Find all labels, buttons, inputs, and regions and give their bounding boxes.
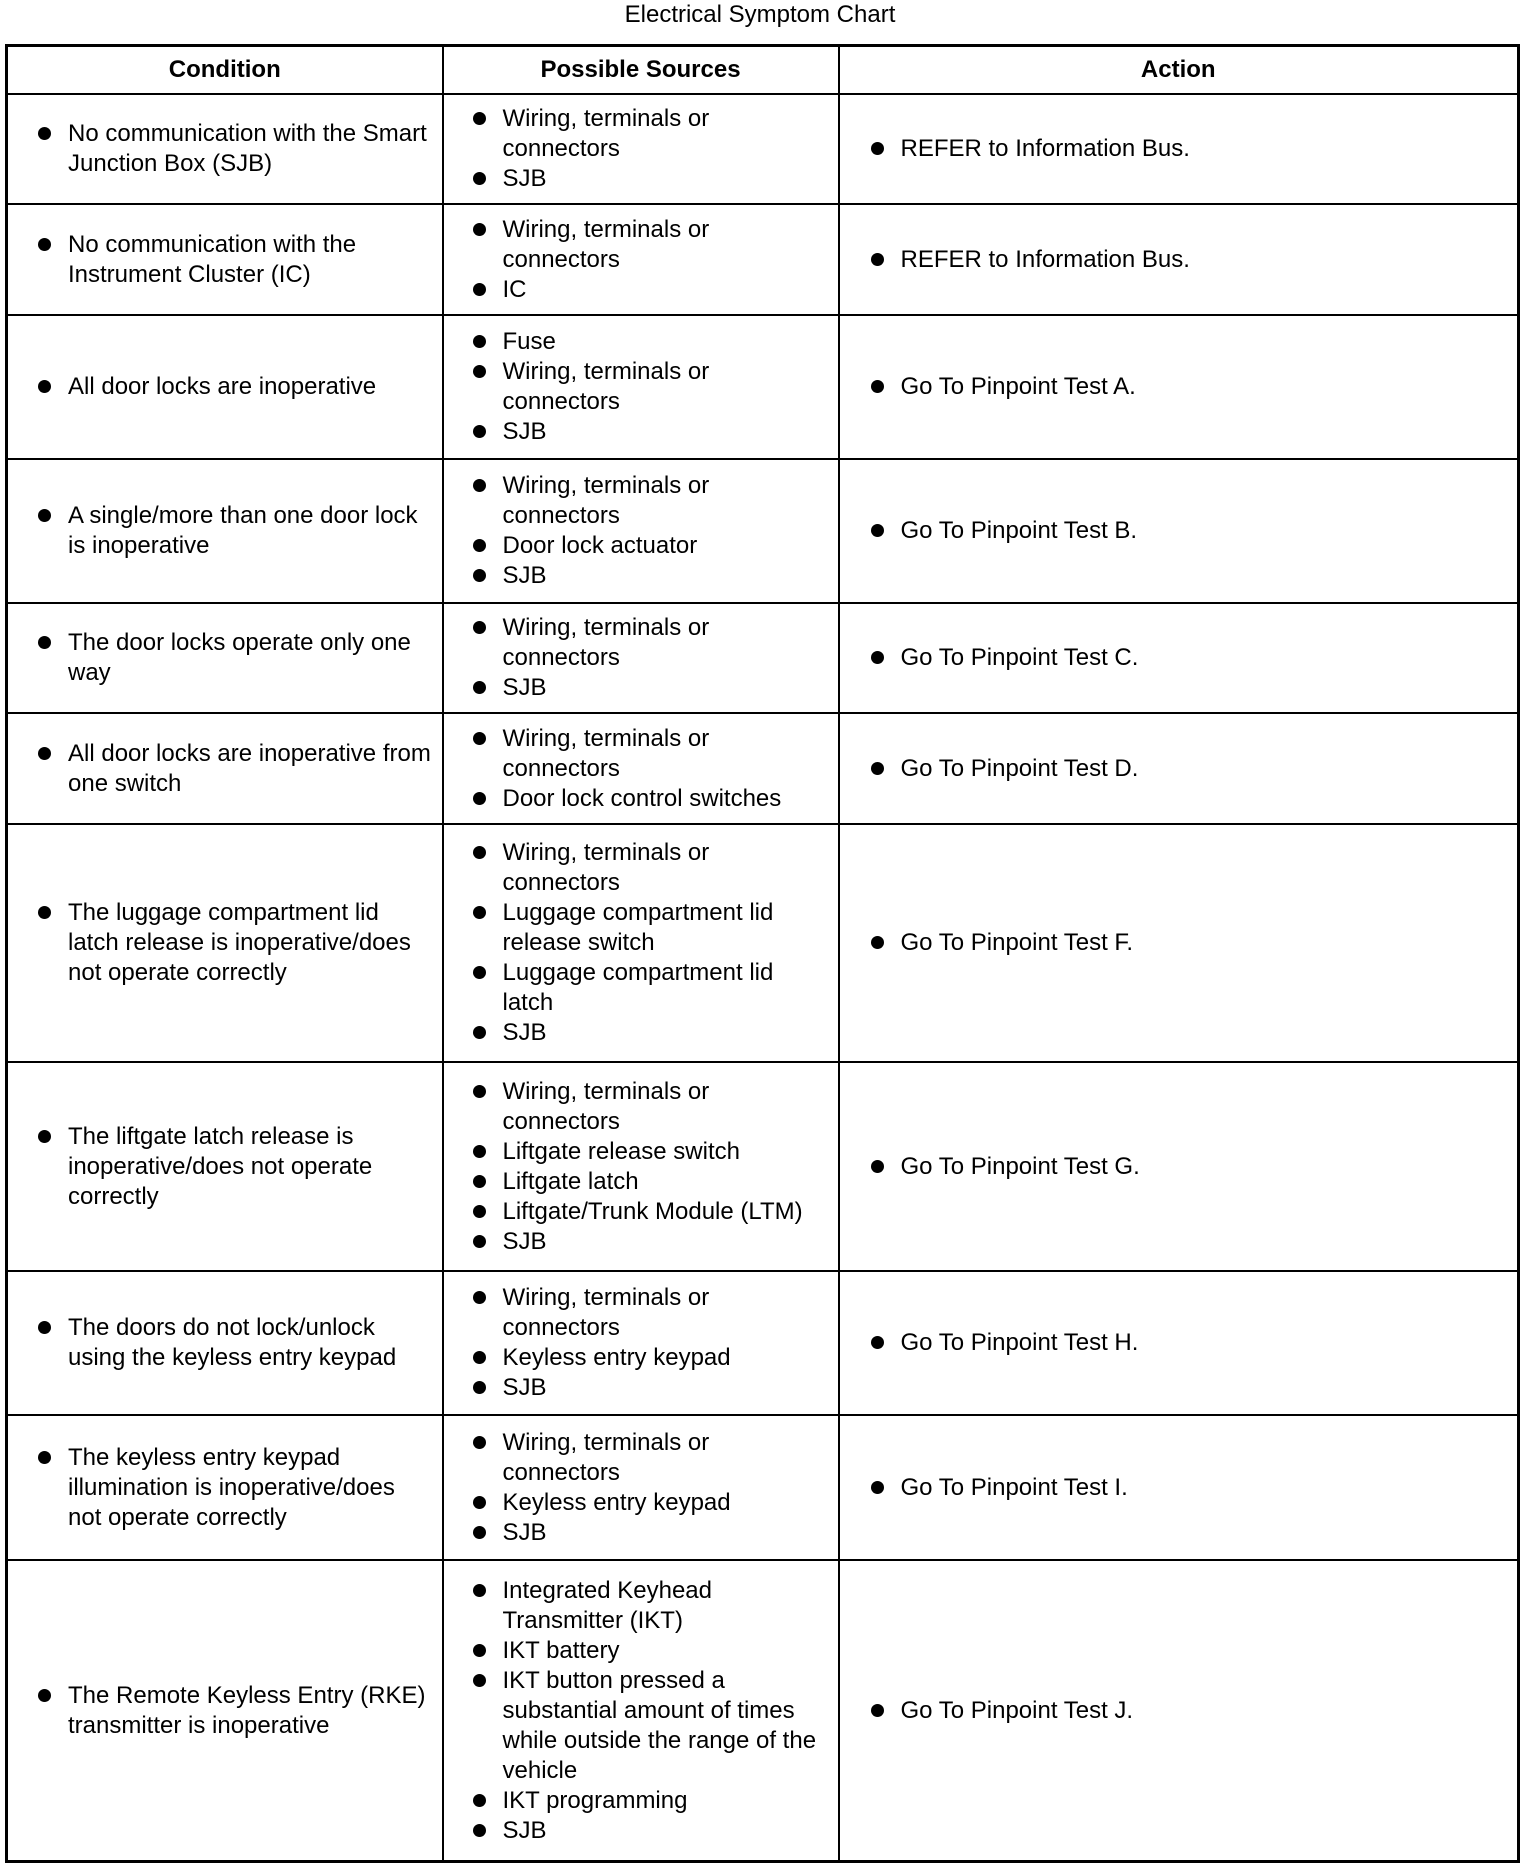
possible-sources-cell — [443, 94, 839, 204]
bullet-item: Wiring, terminals or connectors — [503, 1077, 830, 1137]
condition-cell-list — [8, 624, 442, 692]
bullet-item: Keyless entry keypad — [503, 1343, 830, 1373]
bullet-item: The liftgate latch release is inoperative/does not operate correctly — [68, 1122, 434, 1212]
bullet-item: Go To Pinpoint Test H. — [901, 1328, 1510, 1358]
bullet-item: The door locks operate only one way — [68, 628, 434, 688]
bullet-item: Door lock actuator — [503, 531, 830, 561]
bullet-item: Liftgate release switch — [503, 1137, 830, 1167]
condition-cell — [7, 1271, 443, 1415]
table-row — [7, 824, 1519, 1062]
bullet-item: Wiring, terminals or connectors — [503, 1428, 830, 1488]
bullet-item: Go To Pinpoint Test J. — [901, 1696, 1510, 1726]
bullet-item: REFER to Information Bus. — [901, 134, 1510, 164]
action-cell — [839, 94, 1519, 204]
possible-sources-cell — [443, 1415, 839, 1560]
bullet-item: Keyless entry keypad — [503, 1488, 830, 1518]
bullet-item: SJB — [503, 1518, 830, 1548]
table-row — [7, 315, 1519, 459]
condition-cell-list — [8, 368, 442, 406]
condition-cell-list — [8, 1309, 442, 1377]
action-cell-list — [840, 750, 1518, 788]
bullet-item: SJB — [503, 673, 830, 703]
table-row — [7, 1062, 1519, 1271]
possible-sources-cell-list — [444, 1572, 838, 1850]
bullet-item: Door lock control switches — [503, 784, 830, 814]
chart-title: Electrical Symptom Chart — [624, 1, 896, 28]
bullet-item: Go To Pinpoint Test D. — [901, 754, 1510, 784]
bullet-item: Liftgate/Trunk Module (LTM) — [503, 1197, 830, 1227]
condition-cell — [7, 1415, 443, 1560]
condition-cell — [7, 603, 443, 713]
condition-cell — [7, 824, 443, 1062]
bullet-item: Go To Pinpoint Test A. — [901, 372, 1510, 402]
bullet-item: No communication with the Smart Junction Box (SJB) — [68, 119, 434, 179]
bullet-item: Wiring, terminals or connectors — [503, 613, 830, 673]
table-header-row — [7, 46, 1519, 95]
table-row — [7, 603, 1519, 713]
bullet-item: No communication with the Instrument Cluster (IC) — [68, 230, 434, 290]
possible-sources-cell — [443, 459, 839, 603]
possible-sources-cell — [443, 1062, 839, 1271]
possible-sources-cell-list — [444, 1424, 838, 1552]
header-condition: Condition — [7, 46, 443, 95]
bullet-item: Go To Pinpoint Test I. — [901, 1473, 1510, 1503]
bullet-item: Go To Pinpoint Test F. — [901, 928, 1510, 958]
bullet-item: Go To Pinpoint Test G. — [901, 1152, 1510, 1182]
action-cell — [839, 713, 1519, 824]
bullet-item: The keyless entry keypad illumination is inoperative/does not operate correctly — [68, 1443, 434, 1533]
action-cell — [839, 315, 1519, 459]
action-cell — [839, 824, 1519, 1062]
possible-sources-cell-list — [444, 323, 838, 451]
bullet-item: Go To Pinpoint Test B. — [901, 516, 1510, 546]
bullet-item: Luggage compartment lid latch — [503, 958, 830, 1018]
bullet-item: Wiring, terminals or connectors — [503, 104, 830, 164]
table-row — [7, 94, 1519, 204]
condition-cell-list — [8, 894, 442, 992]
action-cell — [839, 1560, 1519, 1862]
condition-cell — [7, 1062, 443, 1271]
bullet-item: Wiring, terminals or connectors — [503, 215, 830, 275]
bullet-item: Luggage compartment lid release switch — [503, 898, 830, 958]
action-cell — [839, 1415, 1519, 1560]
possible-sources-cell-list — [444, 100, 838, 198]
possible-sources-cell — [443, 1271, 839, 1415]
action-cell — [839, 1271, 1519, 1415]
bullet-item: Wiring, terminals or connectors — [503, 1283, 830, 1343]
possible-sources-cell-list — [444, 834, 838, 1052]
possible-sources-cell — [443, 204, 839, 315]
condition-cell-list — [8, 1118, 442, 1216]
table-row — [7, 1271, 1519, 1415]
action-cell — [839, 1062, 1519, 1271]
condition-cell — [7, 315, 443, 459]
bullet-item: The luggage compartment lid latch release is inoperative/does not operate correctly — [68, 898, 434, 988]
condition-cell — [7, 459, 443, 603]
bullet-item: SJB — [503, 1816, 830, 1846]
condition-cell-list — [8, 497, 442, 565]
bullet-item: SJB — [503, 1227, 830, 1257]
bullet-item: Integrated Keyhead Transmitter (IKT) — [503, 1576, 830, 1636]
condition-cell-list — [8, 735, 442, 803]
possible-sources-cell — [443, 824, 839, 1062]
bullet-item: IKT button pressed a substantial amount of times while outside the range of the vehicle — [503, 1666, 830, 1786]
bullet-item: Wiring, terminals or connectors — [503, 357, 830, 417]
action-cell-list — [840, 368, 1518, 406]
possible-sources-cell-list — [444, 1279, 838, 1407]
bullet-item: Wiring, terminals or connectors — [503, 471, 830, 531]
header-action: Action — [839, 46, 1519, 95]
action-cell — [839, 459, 1519, 603]
condition-cell — [7, 713, 443, 824]
condition-cell — [7, 1560, 443, 1862]
bullet-item: IKT programming — [503, 1786, 830, 1816]
bullet-item: All door locks are inoperative — [68, 372, 434, 402]
bullet-item: SJB — [503, 1373, 830, 1403]
action-cell-list — [840, 639, 1518, 677]
header-possible-sources: Possible Sources — [443, 46, 839, 95]
condition-cell-list — [8, 226, 442, 294]
action-cell-list — [840, 1469, 1518, 1507]
symptom-table — [5, 44, 1520, 1863]
bullet-item: SJB — [503, 1018, 830, 1048]
bullet-item: Liftgate latch — [503, 1167, 830, 1197]
table-row — [7, 1560, 1519, 1862]
action-cell-list — [840, 130, 1518, 168]
possible-sources-cell-list — [444, 720, 838, 818]
bullet-item: The doors do not lock/unlock using the keyless entry keypad — [68, 1313, 434, 1373]
possible-sources-cell-list — [444, 467, 838, 595]
bullet-item: SJB — [503, 164, 830, 194]
table-row — [7, 204, 1519, 315]
possible-sources-cell — [443, 1560, 839, 1862]
possible-sources-cell-list — [444, 211, 838, 309]
action-cell-list — [840, 924, 1518, 962]
possible-sources-cell — [443, 315, 839, 459]
action-cell-list — [840, 512, 1518, 550]
bullet-item: REFER to Information Bus. — [901, 245, 1510, 275]
table-row — [7, 713, 1519, 824]
bullet-item: SJB — [503, 561, 830, 591]
bullet-item: SJB — [503, 417, 830, 447]
condition-cell — [7, 204, 443, 315]
condition-cell — [7, 94, 443, 204]
action-cell-list — [840, 1324, 1518, 1362]
table-row — [7, 459, 1519, 603]
bullet-item: A single/more than one door lock is inoperative — [68, 501, 434, 561]
possible-sources-cell-list — [444, 1073, 838, 1261]
bullet-item: IC — [503, 275, 830, 305]
action-cell-list — [840, 1148, 1518, 1186]
bullet-item: Wiring, terminals or connectors — [503, 838, 830, 898]
bullet-item: Go To Pinpoint Test C. — [901, 643, 1510, 673]
table-row — [7, 1415, 1519, 1560]
bullet-item: Fuse — [503, 327, 830, 357]
bullet-item: All door locks are inoperative from one switch — [68, 739, 434, 799]
condition-cell-list — [8, 1677, 442, 1745]
possible-sources-cell — [443, 713, 839, 824]
condition-cell-list — [8, 115, 442, 183]
bullet-item: The Remote Keyless Entry (RKE) transmitter is inoperative — [68, 1681, 434, 1741]
bullet-item: Wiring, terminals or connectors — [503, 724, 830, 784]
action-cell-list — [840, 1692, 1518, 1730]
bullet-item: IKT battery — [503, 1636, 830, 1666]
possible-sources-cell — [443, 603, 839, 713]
action-cell — [839, 603, 1519, 713]
action-cell-list — [840, 241, 1518, 279]
action-cell — [839, 204, 1519, 315]
possible-sources-cell-list — [444, 609, 838, 707]
condition-cell-list — [8, 1439, 442, 1537]
